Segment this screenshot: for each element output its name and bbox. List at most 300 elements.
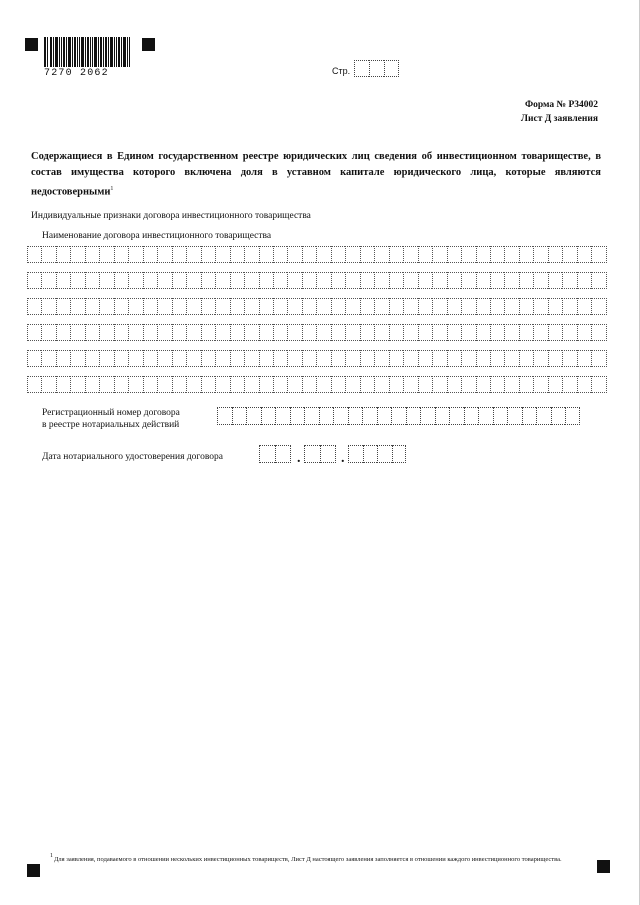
entry-cell[interactable] bbox=[27, 246, 41, 263]
entry-cell[interactable] bbox=[157, 376, 171, 393]
entry-cell[interactable] bbox=[157, 298, 171, 315]
entry-cell[interactable] bbox=[230, 350, 244, 367]
entry-cell[interactable] bbox=[391, 407, 406, 425]
entry-cell[interactable] bbox=[70, 350, 84, 367]
entry-cell[interactable] bbox=[533, 376, 547, 393]
entry-cell[interactable] bbox=[464, 407, 479, 425]
entry-cell[interactable] bbox=[273, 324, 287, 341]
entry-cell[interactable] bbox=[316, 324, 330, 341]
entry-cell[interactable] bbox=[447, 376, 461, 393]
entry-cell[interactable] bbox=[85, 350, 99, 367]
entry-cell[interactable] bbox=[244, 298, 258, 315]
date-month-field[interactable] bbox=[304, 445, 336, 463]
entry-cell[interactable] bbox=[331, 246, 345, 263]
entry-cell[interactable] bbox=[172, 246, 186, 263]
entry-cell[interactable] bbox=[490, 272, 504, 289]
entry-cell[interactable] bbox=[533, 350, 547, 367]
entry-cell[interactable] bbox=[418, 272, 432, 289]
contract-name-row[interactable] bbox=[27, 324, 607, 341]
entry-cell[interactable] bbox=[41, 376, 55, 393]
entry-cell[interactable] bbox=[461, 376, 475, 393]
contract-name-row[interactable] bbox=[27, 376, 607, 393]
entry-cell[interactable] bbox=[290, 407, 305, 425]
entry-cell[interactable] bbox=[143, 324, 157, 341]
contract-name-row[interactable] bbox=[27, 272, 607, 289]
entry-cell[interactable] bbox=[374, 272, 388, 289]
entry-cell[interactable] bbox=[360, 246, 374, 263]
entry-cell[interactable] bbox=[186, 376, 200, 393]
contract-name-grid[interactable] bbox=[27, 246, 607, 402]
entry-cell[interactable] bbox=[244, 350, 258, 367]
entry-cell[interactable] bbox=[259, 350, 273, 367]
entry-cell[interactable] bbox=[345, 298, 359, 315]
entry-cell[interactable] bbox=[41, 272, 55, 289]
entry-cell[interactable] bbox=[259, 298, 273, 315]
entry-cell[interactable] bbox=[536, 407, 551, 425]
entry-cell[interactable] bbox=[304, 407, 319, 425]
entry-cell[interactable] bbox=[533, 324, 547, 341]
entry-cell[interactable] bbox=[230, 324, 244, 341]
entry-cell[interactable] bbox=[319, 407, 334, 425]
entry-cell[interactable] bbox=[172, 298, 186, 315]
entry-cell[interactable] bbox=[215, 246, 229, 263]
registration-mark-bottom-right bbox=[597, 860, 610, 873]
entry-cell[interactable] bbox=[345, 272, 359, 289]
entry-cell[interactable] bbox=[374, 376, 388, 393]
entry-cell[interactable] bbox=[519, 272, 533, 289]
entry-cell[interactable] bbox=[273, 246, 287, 263]
contract-name-label: Наименование договора инвестиционного товарищества bbox=[42, 231, 272, 241]
entry-cell[interactable] bbox=[519, 298, 533, 315]
entry-cell[interactable] bbox=[389, 298, 403, 315]
date-separator-2: . bbox=[341, 451, 345, 466]
entry-cell[interactable] bbox=[504, 298, 518, 315]
entry-cell[interactable] bbox=[374, 246, 388, 263]
entry-cell[interactable] bbox=[27, 376, 41, 393]
contract-name-row[interactable] bbox=[27, 246, 607, 263]
entry-cell[interactable] bbox=[478, 407, 493, 425]
entry-cell[interactable] bbox=[551, 407, 566, 425]
entry-cell[interactable] bbox=[345, 350, 359, 367]
entry-cell[interactable] bbox=[70, 272, 84, 289]
entry-cell[interactable] bbox=[128, 246, 142, 263]
entry-cell[interactable] bbox=[128, 350, 142, 367]
contract-name-row[interactable] bbox=[27, 298, 607, 315]
entry-cell[interactable] bbox=[432, 350, 446, 367]
entry-cell[interactable] bbox=[331, 350, 345, 367]
entry-cell[interactable] bbox=[519, 376, 533, 393]
entry-cell[interactable] bbox=[331, 376, 345, 393]
form-number: Форма № Р34002 bbox=[524, 100, 598, 110]
entry-cell[interactable] bbox=[114, 376, 128, 393]
entry-cell[interactable] bbox=[143, 376, 157, 393]
entry-cell[interactable] bbox=[70, 376, 84, 393]
entry-cell[interactable] bbox=[273, 298, 287, 315]
entry-cell[interactable] bbox=[230, 298, 244, 315]
entry-cell[interactable] bbox=[362, 407, 377, 425]
entry-cell[interactable] bbox=[114, 246, 128, 263]
footnote-text: Для заявления, подаваемого в отношении нескольких инвестиционных товариществ, Лист Д настоящего заявления заполняется в отношении каждого инвестиционного товарищества. bbox=[54, 856, 562, 863]
entry-cell[interactable] bbox=[201, 376, 215, 393]
entry-cell[interactable] bbox=[186, 272, 200, 289]
entry-cell[interactable] bbox=[99, 376, 113, 393]
entry-cell[interactable] bbox=[461, 324, 475, 341]
entry-cell[interactable] bbox=[490, 350, 504, 367]
entry-cell[interactable] bbox=[114, 272, 128, 289]
entry-cell[interactable] bbox=[287, 246, 301, 263]
entry-cell[interactable] bbox=[99, 324, 113, 341]
entry-cell[interactable] bbox=[389, 350, 403, 367]
entry-cell[interactable] bbox=[316, 272, 330, 289]
entry-cell[interactable] bbox=[577, 298, 591, 315]
entry-cell[interactable] bbox=[562, 246, 576, 263]
entry-cell[interactable] bbox=[490, 324, 504, 341]
entry-cell[interactable] bbox=[215, 324, 229, 341]
entry-cell[interactable] bbox=[128, 298, 142, 315]
entry-cell[interactable] bbox=[447, 324, 461, 341]
entry-cell[interactable] bbox=[331, 324, 345, 341]
reg-number-label-line2: в реестре нотариальных действий bbox=[42, 420, 180, 430]
entry-cell[interactable] bbox=[476, 298, 490, 315]
entry-cell[interactable] bbox=[27, 272, 41, 289]
reg-number-label bbox=[42, 407, 180, 431]
entry-cell[interactable] bbox=[504, 376, 518, 393]
entry-cell[interactable] bbox=[418, 324, 432, 341]
entry-cell[interactable] bbox=[504, 272, 518, 289]
entry-cell[interactable] bbox=[504, 324, 518, 341]
entry-cell[interactable] bbox=[348, 407, 363, 425]
form-sheet: Лист Д заявления bbox=[520, 114, 598, 124]
contract-name-row[interactable] bbox=[27, 350, 607, 367]
notary-date-label: Дата нотариального удостоверения договора bbox=[42, 452, 223, 462]
entry-cell[interactable] bbox=[56, 376, 70, 393]
entry-cell[interactable] bbox=[316, 350, 330, 367]
entry-cell[interactable] bbox=[490, 298, 504, 315]
entry-cell[interactable] bbox=[418, 246, 432, 263]
entry-cell[interactable] bbox=[273, 350, 287, 367]
entry-cell[interactable] bbox=[548, 350, 562, 367]
entry-cell[interactable] bbox=[476, 350, 490, 367]
entry-cell[interactable] bbox=[70, 298, 84, 315]
entry-cell[interactable] bbox=[114, 298, 128, 315]
entry-cell[interactable] bbox=[377, 445, 392, 463]
entry-cell[interactable] bbox=[577, 272, 591, 289]
entry-cell[interactable] bbox=[244, 246, 258, 263]
entry-cell[interactable] bbox=[186, 246, 200, 263]
entry-cell[interactable] bbox=[577, 350, 591, 367]
entry-cell[interactable] bbox=[360, 272, 374, 289]
entry-cell[interactable] bbox=[41, 324, 55, 341]
date-year-field[interactable] bbox=[348, 445, 406, 463]
entry-cell[interactable] bbox=[533, 298, 547, 315]
entry-cell[interactable] bbox=[476, 246, 490, 263]
entry-cell[interactable] bbox=[333, 407, 348, 425]
entry-cell[interactable] bbox=[56, 272, 70, 289]
entry-cell[interactable] bbox=[562, 272, 576, 289]
entry-cell[interactable] bbox=[304, 445, 320, 463]
entry-cell[interactable] bbox=[259, 376, 273, 393]
entry-cell[interactable] bbox=[259, 272, 273, 289]
entry-cell[interactable] bbox=[186, 324, 200, 341]
entry-cell[interactable] bbox=[377, 407, 392, 425]
entry-cell[interactable] bbox=[461, 246, 475, 263]
entry-cell[interactable] bbox=[504, 246, 518, 263]
entry-cell[interactable] bbox=[287, 272, 301, 289]
page-number-field[interactable] bbox=[354, 60, 399, 77]
entry-cell[interactable] bbox=[392, 445, 407, 463]
entry-cell[interactable] bbox=[201, 350, 215, 367]
entry-cell[interactable] bbox=[217, 407, 232, 425]
entry-cell[interactable] bbox=[360, 298, 374, 315]
entry-cell[interactable] bbox=[85, 272, 99, 289]
entry-cell[interactable] bbox=[85, 246, 99, 263]
entry-cell[interactable] bbox=[273, 272, 287, 289]
barcode bbox=[44, 37, 130, 67]
entry-cell[interactable] bbox=[591, 272, 606, 289]
entry-cell[interactable] bbox=[345, 324, 359, 341]
entry-cell[interactable] bbox=[432, 246, 446, 263]
entry-cell[interactable] bbox=[577, 376, 591, 393]
entry-cell[interactable] bbox=[302, 272, 316, 289]
entry-cell[interactable] bbox=[230, 272, 244, 289]
registration-mark-bottom-left bbox=[27, 864, 40, 877]
entry-cell[interactable] bbox=[201, 246, 215, 263]
entry-cell[interactable] bbox=[246, 407, 261, 425]
entry-cell[interactable] bbox=[374, 298, 388, 315]
entry-cell[interactable] bbox=[172, 376, 186, 393]
entry-cell[interactable] bbox=[493, 407, 508, 425]
entry-cell[interactable] bbox=[302, 246, 316, 263]
entry-cell[interactable] bbox=[302, 376, 316, 393]
entry-cell[interactable] bbox=[360, 324, 374, 341]
entry-cell[interactable] bbox=[461, 272, 475, 289]
entry-cell[interactable] bbox=[345, 246, 359, 263]
entry-cell[interactable] bbox=[99, 272, 113, 289]
entry-cell[interactable] bbox=[287, 298, 301, 315]
entry-cell[interactable] bbox=[215, 376, 229, 393]
entry-cell[interactable] bbox=[157, 246, 171, 263]
entry-cell[interactable] bbox=[348, 445, 363, 463]
entry-cell[interactable] bbox=[186, 298, 200, 315]
entry-cell[interactable] bbox=[447, 298, 461, 315]
entry-cell[interactable] bbox=[374, 350, 388, 367]
entry-cell[interactable] bbox=[519, 324, 533, 341]
entry-cell[interactable] bbox=[389, 246, 403, 263]
entry-cell[interactable] bbox=[259, 246, 273, 263]
entry-cell[interactable] bbox=[172, 350, 186, 367]
entry-cell[interactable] bbox=[259, 324, 273, 341]
entry-cell[interactable] bbox=[562, 298, 576, 315]
entry-cell[interactable] bbox=[403, 324, 417, 341]
reg-number-field[interactable] bbox=[217, 407, 580, 425]
entry-cell[interactable] bbox=[143, 246, 157, 263]
entry-cell[interactable] bbox=[143, 350, 157, 367]
entry-cell[interactable] bbox=[230, 246, 244, 263]
entry-cell[interactable] bbox=[420, 407, 435, 425]
entry-cell[interactable] bbox=[128, 324, 142, 341]
entry-cell[interactable] bbox=[85, 376, 99, 393]
entry-cell[interactable] bbox=[41, 298, 55, 315]
entry-cell[interactable] bbox=[476, 272, 490, 289]
entry-cell[interactable] bbox=[157, 272, 171, 289]
entry-cell[interactable] bbox=[201, 272, 215, 289]
entry-cell[interactable] bbox=[461, 350, 475, 367]
entry-cell[interactable] bbox=[360, 376, 374, 393]
entry-cell[interactable] bbox=[548, 246, 562, 263]
entry-cell[interactable] bbox=[490, 376, 504, 393]
entry-cell[interactable] bbox=[389, 324, 403, 341]
entry-cell[interactable] bbox=[389, 376, 403, 393]
entry-cell[interactable] bbox=[27, 298, 41, 315]
entry-cell[interactable] bbox=[403, 376, 417, 393]
entry-cell[interactable] bbox=[275, 445, 291, 463]
entry-cell[interactable] bbox=[360, 350, 374, 367]
entry-cell[interactable] bbox=[215, 298, 229, 315]
entry-cell[interactable] bbox=[99, 350, 113, 367]
entry-cell[interactable] bbox=[461, 298, 475, 315]
entry-cell[interactable] bbox=[591, 324, 606, 341]
entry-cell[interactable] bbox=[316, 376, 330, 393]
entry-cell[interactable] bbox=[435, 407, 450, 425]
entry-cell[interactable] bbox=[70, 246, 84, 263]
entry-cell[interactable] bbox=[230, 376, 244, 393]
entry-cell[interactable] bbox=[186, 350, 200, 367]
reg-number-label-line1: Регистрационный номер договора bbox=[42, 408, 180, 418]
entry-cell[interactable] bbox=[548, 298, 562, 315]
entry-cell[interactable] bbox=[143, 298, 157, 315]
entry-cell[interactable] bbox=[591, 246, 606, 263]
entry-cell[interactable] bbox=[56, 298, 70, 315]
entry-cell[interactable] bbox=[577, 246, 591, 263]
entry-cell[interactable] bbox=[41, 350, 55, 367]
entry-cell[interactable] bbox=[172, 272, 186, 289]
entry-cell[interactable] bbox=[418, 350, 432, 367]
entry-cell[interactable] bbox=[447, 272, 461, 289]
entry-cell[interactable] bbox=[504, 350, 518, 367]
entry-cell[interactable] bbox=[533, 246, 547, 263]
entry-cell[interactable] bbox=[363, 445, 378, 463]
entry-cell[interactable] bbox=[114, 324, 128, 341]
entry-cell[interactable] bbox=[316, 246, 330, 263]
entry-cell[interactable] bbox=[320, 445, 336, 463]
footnote bbox=[50, 853, 594, 865]
entry-cell[interactable] bbox=[432, 298, 446, 315]
entry-cell[interactable] bbox=[316, 298, 330, 315]
entry-cell[interactable] bbox=[232, 407, 247, 425]
entry-cell[interactable] bbox=[591, 350, 606, 367]
section-label: Индивидуальные признаки договора инвестиционного товарищества bbox=[31, 211, 311, 221]
entry-cell[interactable] bbox=[70, 324, 84, 341]
entry-cell[interactable] bbox=[302, 350, 316, 367]
entry-cell[interactable] bbox=[331, 272, 345, 289]
entry-cell[interactable] bbox=[389, 272, 403, 289]
entry-cell[interactable] bbox=[157, 350, 171, 367]
entry-cell[interactable] bbox=[85, 298, 99, 315]
entry-cell[interactable] bbox=[128, 272, 142, 289]
entry-cell[interactable] bbox=[449, 407, 464, 425]
entry-cell[interactable] bbox=[522, 407, 537, 425]
entry-cell[interactable] bbox=[273, 376, 287, 393]
entry-cell[interactable] bbox=[99, 246, 113, 263]
entry-cell[interactable] bbox=[27, 350, 41, 367]
registration-mark-top-right bbox=[142, 38, 155, 51]
entry-cell[interactable] bbox=[374, 324, 388, 341]
entry-cell[interactable] bbox=[143, 272, 157, 289]
entry-cell[interactable] bbox=[403, 298, 417, 315]
entry-cell[interactable] bbox=[201, 298, 215, 315]
entry-cell[interactable] bbox=[331, 298, 345, 315]
entry-cell[interactable] bbox=[507, 407, 522, 425]
entry-cell[interactable] bbox=[302, 298, 316, 315]
entry-cell[interactable] bbox=[287, 324, 301, 341]
entry-cell[interactable] bbox=[447, 246, 461, 263]
entry-cell[interactable] bbox=[591, 298, 606, 315]
date-day-field[interactable] bbox=[259, 445, 291, 463]
entry-cell[interactable] bbox=[565, 407, 580, 425]
entry-cell[interactable] bbox=[275, 407, 290, 425]
entry-cell[interactable] bbox=[418, 298, 432, 315]
entry-cell[interactable] bbox=[128, 376, 142, 393]
entry-cell[interactable] bbox=[548, 272, 562, 289]
entry-cell[interactable] bbox=[56, 350, 70, 367]
entry-cell[interactable] bbox=[403, 272, 417, 289]
entry-cell[interactable] bbox=[244, 272, 258, 289]
entry-cell[interactable] bbox=[56, 324, 70, 341]
entry-cell[interactable] bbox=[56, 246, 70, 263]
entry-cell[interactable] bbox=[99, 298, 113, 315]
entry-cell[interactable] bbox=[406, 407, 421, 425]
entry-cell[interactable] bbox=[85, 324, 99, 341]
entry-cell[interactable] bbox=[548, 324, 562, 341]
entry-cell[interactable] bbox=[562, 350, 576, 367]
entry-cell[interactable] bbox=[403, 246, 417, 263]
entry-cell[interactable] bbox=[345, 376, 359, 393]
entry-cell[interactable] bbox=[519, 350, 533, 367]
entry-cell[interactable] bbox=[41, 246, 55, 263]
entry-cell[interactable] bbox=[476, 376, 490, 393]
entry-cell[interactable] bbox=[114, 350, 128, 367]
entry-cell[interactable] bbox=[476, 324, 490, 341]
entry-cell[interactable] bbox=[519, 246, 533, 263]
entry-cell[interactable] bbox=[215, 272, 229, 289]
entry-cell[interactable] bbox=[432, 272, 446, 289]
entry-cell[interactable] bbox=[259, 445, 275, 463]
entry-cell[interactable] bbox=[591, 376, 606, 393]
entry-cell[interactable] bbox=[215, 350, 229, 367]
entry-cell[interactable] bbox=[447, 350, 461, 367]
entry-cell[interactable] bbox=[287, 350, 301, 367]
entry-cell[interactable] bbox=[157, 324, 171, 341]
entry-cell[interactable] bbox=[432, 324, 446, 341]
entry-cell[interactable] bbox=[244, 376, 258, 393]
entry-cell[interactable] bbox=[261, 407, 276, 425]
entry-cell[interactable] bbox=[172, 324, 186, 341]
entry-cell[interactable] bbox=[533, 272, 547, 289]
entry-cell[interactable] bbox=[244, 324, 258, 341]
entry-cell[interactable] bbox=[577, 324, 591, 341]
entry-cell[interactable] bbox=[27, 324, 41, 341]
entry-cell[interactable] bbox=[403, 350, 417, 367]
entry-cell[interactable] bbox=[201, 324, 215, 341]
entry-cell[interactable] bbox=[418, 376, 432, 393]
entry-cell[interactable] bbox=[548, 376, 562, 393]
entry-cell[interactable] bbox=[432, 376, 446, 393]
entry-cell[interactable] bbox=[490, 246, 504, 263]
entry-cell[interactable] bbox=[562, 324, 576, 341]
entry-cell[interactable] bbox=[562, 376, 576, 393]
entry-cell[interactable] bbox=[287, 376, 301, 393]
entry-cell[interactable] bbox=[302, 324, 316, 341]
